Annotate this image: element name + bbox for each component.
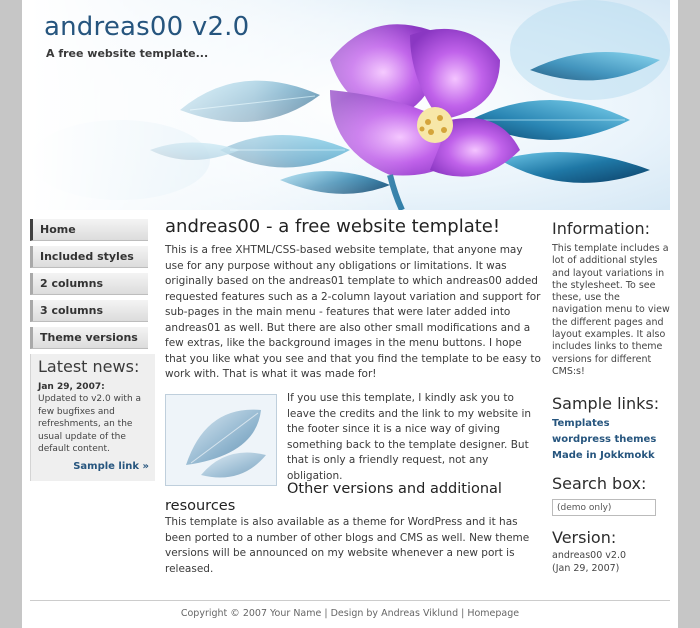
- nav-item-included-styles[interactable]: Included styles: [30, 246, 148, 268]
- page: [22, 0, 678, 628]
- versions-paragraph: This template is also available as a theme for WordPress and it has been ported to a number of other blogs and CMS as well. New theme versions will be announced on my website whenever a new port is released.: [165, 516, 530, 575]
- search-input[interactable]: [552, 499, 656, 516]
- version-title: Version:: [552, 528, 617, 548]
- versions-heading: Other versions and additional resources: [165, 481, 502, 514]
- sidebar-link-wordpress-themes[interactable]: wordpress themes: [552, 434, 657, 446]
- sidebar-link-templates[interactable]: Templates: [552, 418, 610, 430]
- thumbnail-image: [165, 394, 277, 486]
- footer-text: Copyright © 2007 Your Name | Design by Andreas Viklund | Homepage: [180, 608, 520, 619]
- nav-item-3-columns[interactable]: 3 columns: [30, 300, 148, 322]
- news-sample-link[interactable]: Sample link »: [73, 460, 149, 472]
- nav-item-2-columns[interactable]: 2 columns: [30, 273, 148, 295]
- information-text: This template includes a lot of additional styles and layout variations in the stylesheet. To see these, use the navigation menu to view the different pages and layout examples. It also includes links to theme versions for different CMS:s!: [552, 243, 670, 377]
- footer-divider: [30, 600, 670, 601]
- leaf-thumbnail-image: [166, 395, 276, 485]
- intro-paragraph: This is a free XHTML/CSS-based website template, that anyone may use for any purpose without any obligations or limitations. It was originally based on the andreas01 template to which andreas00 added requested features such as a 2-column layout variation and support for sub-pages in the main menu - features that were later added into andreas01 as well. But there are also other small modifications and a few extras, like the background images in the menu buttons. I hope that you like what you see and that you find the template to be easy to work with. That is what it was made for!: [165, 244, 541, 380]
- version-date: (Jan 29, 2007): [552, 562, 620, 574]
- site-title[interactable]: andreas00 v2.0: [44, 12, 250, 42]
- site-subtitle: A free website template...: [46, 47, 209, 60]
- latest-news-box: [30, 354, 155, 481]
- left-column: [30, 219, 155, 481]
- information-title: Information:: [552, 219, 651, 238]
- search-box-title: Search box:: [552, 474, 647, 494]
- main-content: [165, 216, 543, 575]
- latest-news-title: Latest news:: [38, 357, 140, 376]
- right-sidebar: [552, 219, 670, 575]
- sidebar-link-made-in-jokkmokk[interactable]: Made in Jokkmokk: [552, 450, 655, 462]
- nav-item-theme-versions[interactable]: Theme versions: [30, 327, 148, 349]
- news-text: Updated to v2.0 with a few bugfixes and refreshments, an the usual update of the default content.: [38, 394, 142, 454]
- sample-links-title: Sample links:: [552, 394, 660, 414]
- news-date: Jan 29, 2007:: [38, 382, 105, 392]
- version-name: andreas00 v2.0: [552, 550, 627, 562]
- main-title: andreas00 - a free website template!: [165, 216, 501, 237]
- nav-item-home[interactable]: Home: [30, 219, 148, 241]
- header-banner: [30, 0, 670, 210]
- credits-paragraph: If you use this template, I kindly ask you to leave the credits and the link to my website in the footer since it is a nice way of giving something back to the template designer. But that is only a friendly request, not any obligation.: [287, 392, 532, 482]
